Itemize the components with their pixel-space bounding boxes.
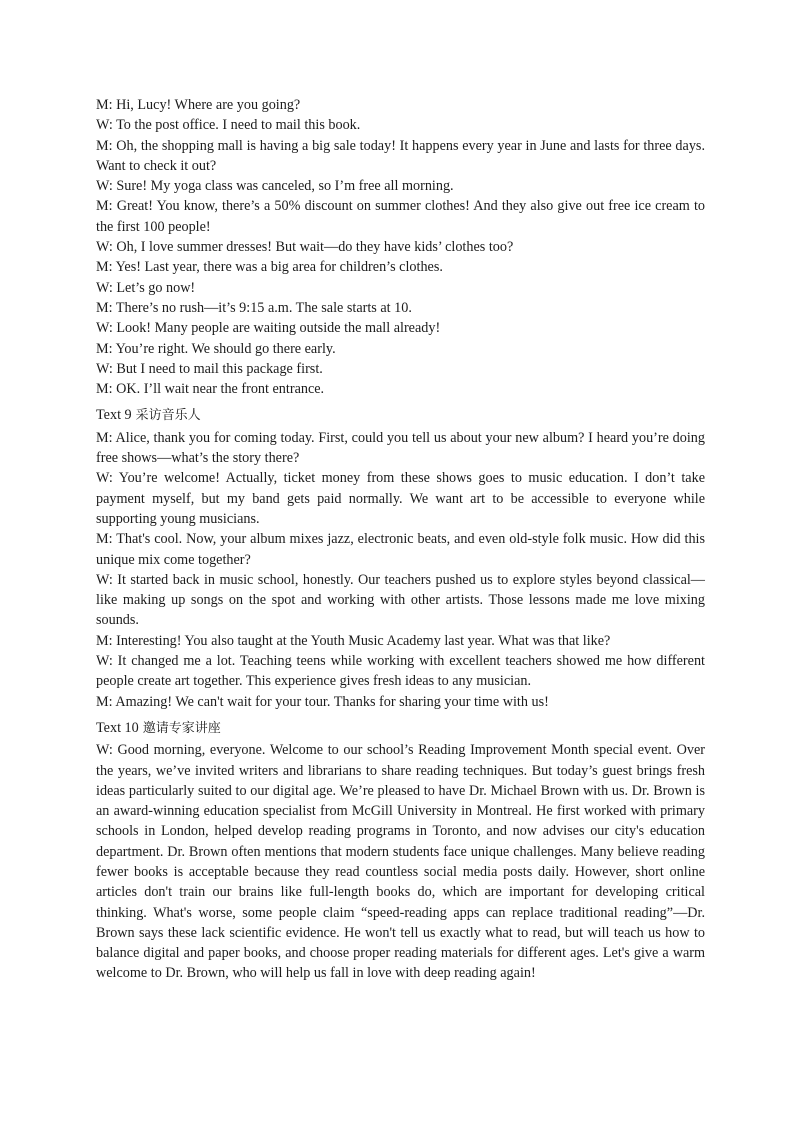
dialogue-line: M: Oh, the shopping mall is having a big sale today! It happens every year in June and lasts for three days. Want to check it out? bbox=[96, 137, 705, 174]
dialogue-line: W: But I need to mail this package first. bbox=[96, 360, 323, 377]
dialogue-line: M: OK. I’ll wait near the front entrance. bbox=[96, 381, 325, 398]
section-heading-text-9 bbox=[96, 405, 705, 425]
dialogue-line: W: It started back in music school, honestly. Our teachers pushed us to explore styles beyond classical—like making up songs on the spot and working with other artists. Those lessons made me love mixing sounds. bbox=[96, 571, 705, 629]
dialogue-line: M: Interesting! You also taught at the Youth Music Academy last year. What was that like? bbox=[96, 632, 611, 649]
dialogue-line: M: Hi, Lucy! Where are you going? bbox=[96, 97, 301, 113]
dialogue-line: M: Great! You know, there’s a 50% discount on summer clothes! And they also give out free ice cream to the first 100 people! bbox=[96, 198, 705, 235]
dialogue-line: M: Yes! Last year, there was a big area for children’s clothes. bbox=[96, 259, 443, 276]
dialogue-line: W: Look! Many people are waiting outside the mall already! bbox=[96, 320, 441, 337]
dialogue-line: W: It changed me a lot. Teaching teens while working with excellent teachers showed me how different people create art together. This experience gives fresh ideas to any musician. bbox=[96, 653, 705, 690]
speech-paragraph: W: Good morning, everyone. Welcome to our school’s Reading Improvement Month special event. Over the years, we’ve invited writers and librarians to share reading techniques. But today’s guest brings fresh ideas particularly suited to our digital age. We’re pleased to have Dr. Michael Brown with us. Dr. Brown is an award-winning education specialist from McGill University in Montreal. He first worked with primary schools in London, helped develop reading programs in Toronto, and now advises our city's education department. Dr. Brown often mentions that modern students face unique challenges. Many believe reading fewer books is acceptable because they read countless social media posts daily. However, short online articles don't train our brains like full-length books do, which are important for developing critical thinking. What's worse, some people claim “speed-reading apps can replace traditional reading”—Dr. Brown says these lack scientific evidence. He won't tell us exactly what to read, but will teach us how to balance digital and paper books, and choose proper reading materials for different ages. Let's give a warm welcome to Dr. Brown, who will help us fall in love with deep reading again! bbox=[96, 742, 705, 982]
section-heading-text-10 bbox=[96, 718, 705, 738]
dialogue-line: W: Oh, I love summer dresses! But wait—do they have kids’ clothes too? bbox=[96, 239, 514, 256]
dialogue-line: M: Amazing! We can't wait for your tour. Thanks for sharing your time with us! bbox=[96, 693, 549, 710]
dialogue-line: M: Alice, thank you for coming today. First, could you tell us about your new album? I heard you’re doing free shows—what’s the story there? bbox=[96, 429, 705, 467]
dialogue-line: M: There’s no rush—it’s 9:15 a.m. The sale starts at 10. bbox=[96, 299, 412, 316]
dialogue-section-8 bbox=[96, 95, 705, 399]
document-page bbox=[96, 95, 705, 984]
section-label: Text 9 bbox=[96, 407, 132, 424]
dialogue-line: W: You’re welcome! Actually, ticket money from these shows goes to music education. I don’t take payment myself, but my band gets paid normally. We want art to be accessible to everyone while supporting young musicians. bbox=[96, 470, 705, 527]
dialogue-line: M: You’re right. We should go there early. bbox=[96, 340, 336, 357]
dialogue-line: W: To the post office. I need to mail this book. bbox=[96, 117, 361, 134]
section-label: Text 10 bbox=[96, 719, 139, 736]
dialogue-line: W: Let’s go now! bbox=[96, 279, 196, 296]
section-title: 邀请专家讲座 bbox=[142, 720, 221, 736]
section-title: 采访音乐人 bbox=[135, 408, 201, 424]
dialogue-line: M: That's cool. Now, your album mixes jazz, electronic beats, and even old-style folk music. How did this unique mix come together? bbox=[96, 531, 705, 568]
dialogue-section-9 bbox=[96, 428, 705, 712]
dialogue-line: W: Sure! My yoga class was canceled, so I’m free all morning. bbox=[96, 178, 454, 195]
